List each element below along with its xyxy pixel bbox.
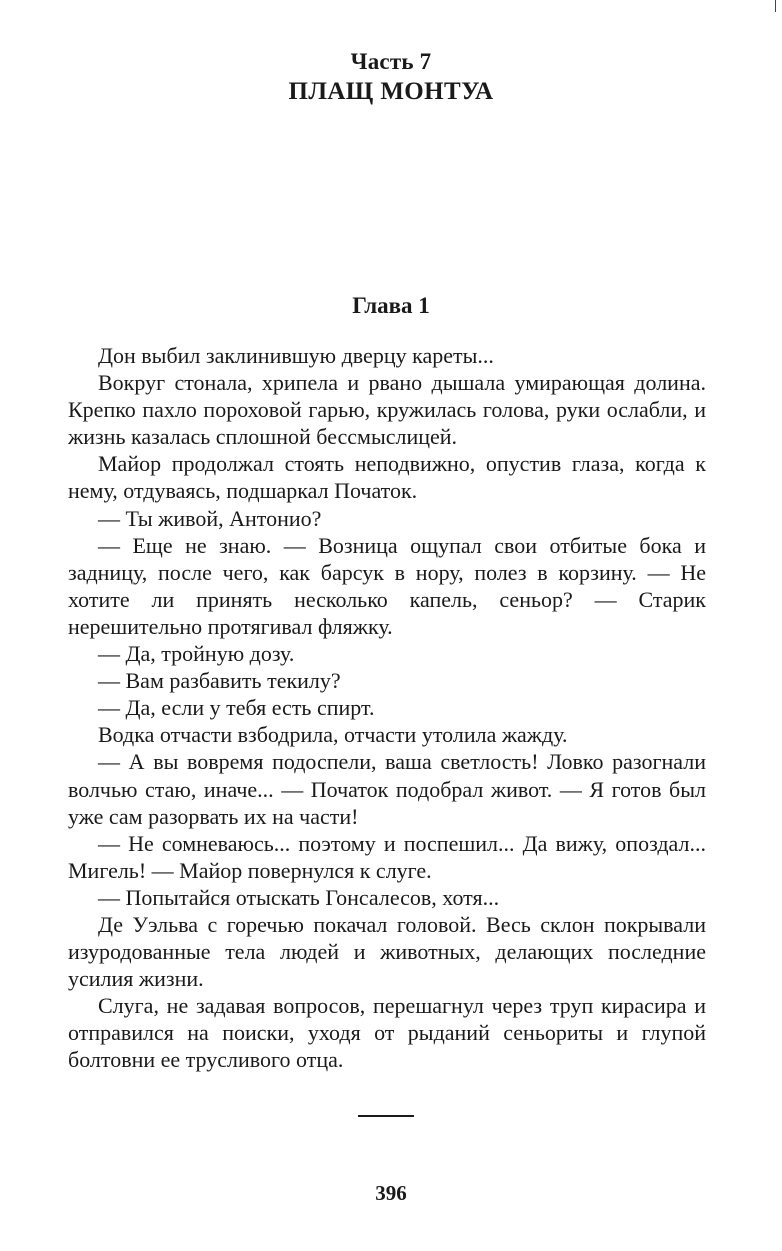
- paragraph: Майор продолжал стоять неподвижно, опустив глаза, когда к нему, отдуваясь, подшаркал Початок.: [68, 451, 706, 504]
- paragraph: Дон выбил заклинившую дверцу кареты...: [98, 343, 494, 368]
- paragraph: — А вы вовремя подоспели, ваша светлость! Ловко разогнали волчью стаю, иначе... — Початок подобрал живот. — Я готов был уже сам разорвать их на части!: [68, 749, 706, 829]
- paragraph: — Не сомневаюсь... поэтому и поспешил... Да вижу, опоздал... Мигель! — Майор повернулся к слуге.: [68, 830, 706, 883]
- chapter-heading: Глава 1: [352, 293, 430, 318]
- paragraph: — Да, тройную дозу.: [98, 641, 295, 667]
- paragraph: — Еще не знаю. — Возница ощупал свои отбитые бока и задницу, после чего, как барсук в нору, полез в корзину. — Не хотите ли принять несколько капель, сеньор? — Старик нерешительно протягивал фляжку.: [68, 532, 706, 639]
- paragraph: — Да, если у тебя есть спирт.: [98, 695, 375, 721]
- paragraph: — Попытайся отыскать Гонсалесов, хотя...: [98, 884, 500, 910]
- paragraph: Водка отчасти взбодрила, отчасти утолила жажду.: [98, 722, 568, 748]
- paragraph: Де Уэльва с горечью покачал головой. Весь склон покрывали изуродованные тела людей и животных, делающих последние усилия жизни.: [68, 911, 706, 992]
- paragraph: Слуга, не задавая вопросов, перешагнул через труп кирасира и отправился на поиски, уходя от рыданий сеньориты и глупой болтовни ее трусливого отца.: [68, 993, 706, 1073]
- paragraph: — Вам разбавить текилу?: [98, 668, 341, 694]
- part-title: ПЛАЩ МОНТУА: [288, 78, 494, 105]
- paragraph: — Ты живой, Антонио?: [98, 505, 322, 531]
- part-label: Часть 7: [350, 49, 432, 74]
- section-separator: [358, 1115, 414, 1117]
- edge-mark: [775, 0, 776, 12]
- chapter-body: [68, 342, 706, 1074]
- page-number: 396: [375, 1181, 407, 1205]
- paragraph: Вокруг стонала, хрипела и рвано дышала умирающая долина. Крепко пахло пороховой гарью, кружилась голова, руки ослабли, и жизнь казалась сплошной бессмыслицей.: [68, 370, 706, 450]
